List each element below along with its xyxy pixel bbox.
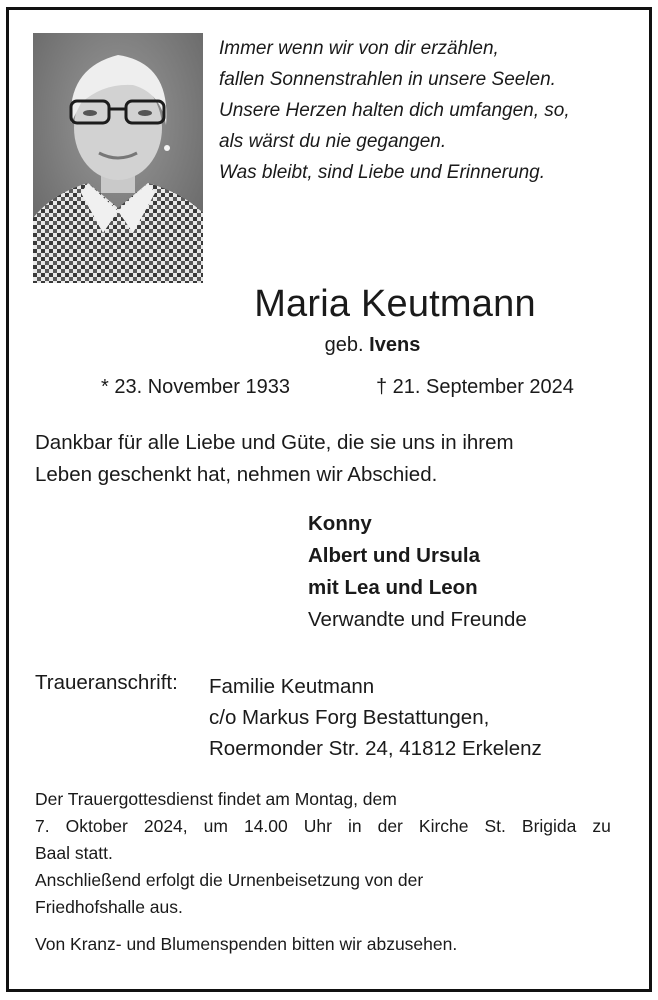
portrait-photo xyxy=(33,33,203,283)
memorial-poem xyxy=(219,33,619,188)
service-word: der xyxy=(377,816,403,836)
service-notice xyxy=(35,786,611,921)
poem-line: Immer wenn wir von dir erzählen, xyxy=(219,38,499,59)
service-word: 2024, xyxy=(143,816,188,836)
address-line: Roermonder Str. 24, 41812 Erkelenz xyxy=(209,737,542,760)
thanks-text xyxy=(35,427,514,491)
poem-line: fallen Sonnenstrahlen in unsere Seelen. xyxy=(219,69,556,90)
service-line: Friedhofshalle aus. xyxy=(35,897,183,917)
service-word: Uhr xyxy=(303,816,332,836)
maiden-name-value: Ivens xyxy=(369,334,421,356)
thanks-line: Dankbar für alle Liebe und Güte, die sie uns in ihrem xyxy=(35,431,514,454)
service-line-justified xyxy=(35,813,611,840)
service-word: 14.00 xyxy=(243,816,288,836)
mourner-name: Konny xyxy=(308,512,372,535)
service-line: Baal statt. xyxy=(35,843,113,863)
mourner-name: Albert und Ursula xyxy=(308,544,480,567)
service-word: in xyxy=(347,816,362,836)
service-word: Oktober xyxy=(65,816,128,836)
service-word: zu xyxy=(592,816,611,836)
service-word: Brigida xyxy=(521,816,577,836)
poem-line: als wärst du nie gegangen. xyxy=(219,131,447,152)
mourning-address xyxy=(209,671,542,764)
maiden-name-prefix: geb. xyxy=(324,334,364,356)
deceased-name: Maria Keutmann xyxy=(254,283,536,325)
service-word: 7. xyxy=(35,816,50,836)
poem-line: Was bleibt, sind Liebe und Erinnerung. xyxy=(219,162,546,183)
service-line: Anschließend erfolgt die Urnenbeisetzung von der xyxy=(35,870,424,890)
address-label: Traueranschrift: xyxy=(35,671,178,694)
closing-note: Von Kranz- und Blumenspenden bitten wir abzusehen. xyxy=(35,934,458,954)
mourner-name: mit Lea und Leon xyxy=(308,576,478,599)
service-word: Kirche xyxy=(418,816,469,836)
service-word: St. xyxy=(484,816,506,836)
mourner-relatives: Verwandte und Freunde xyxy=(308,608,527,631)
address-line: Familie Keutmann xyxy=(209,675,375,698)
service-word: um xyxy=(203,816,228,836)
death-date: † 21. September 2024 xyxy=(376,376,574,398)
mourners-list xyxy=(308,508,527,636)
poem-line: Unsere Herzen halten dich umfangen, so, xyxy=(219,100,570,121)
birth-date: * 23. November 1933 xyxy=(101,376,291,398)
maiden-name xyxy=(0,334,658,357)
address-line: c/o Markus Forg Bestattungen, xyxy=(209,706,490,729)
service-line: Der Trauergottesdienst findet am Montag, dem xyxy=(35,789,397,809)
thanks-line: Leben geschenkt hat, nehmen wir Abschied. xyxy=(35,463,438,486)
